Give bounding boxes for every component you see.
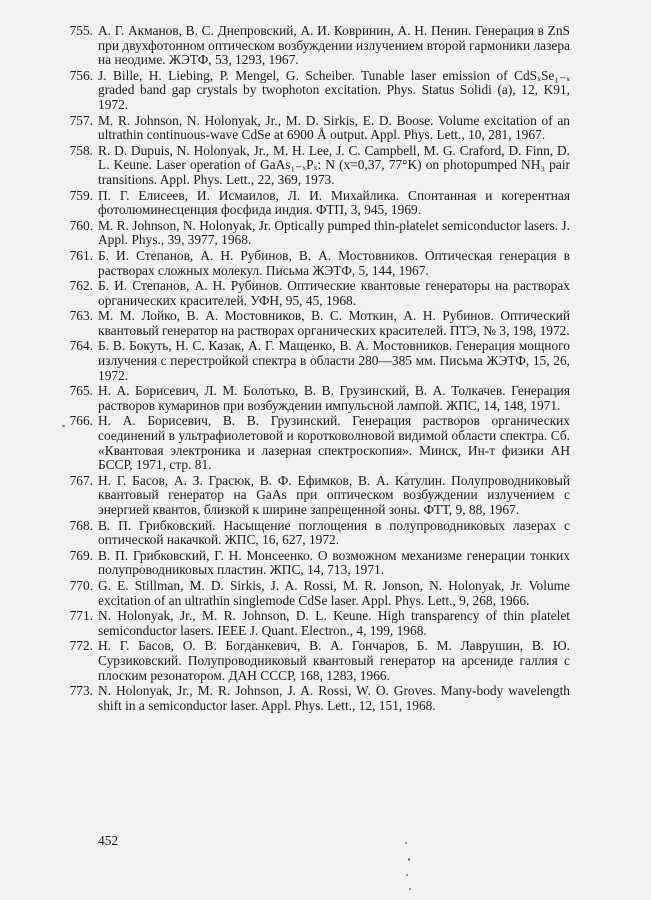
reference-number: 773. xyxy=(69,683,93,699)
reference-text: Б. В. Бокуть, Н. С. Казак, А. Г. Мащенко, В. А. Мостовников. Генерация мощного излучения с перестройкой спектра в области 280—385 мм. Письма ЖЭТФ, 15, 26, 1972. xyxy=(98,338,570,383)
reference-item xyxy=(69,608,570,638)
reference-item xyxy=(69,23,570,68)
reference-number: 758. xyxy=(69,142,93,158)
reference-list xyxy=(69,23,570,714)
reference-text: M. R. Johnson, N. Holonyak, Jr. Optically pumped thin-platelet semiconductor lasers. J. Appl. Phys., 39, 3977, 1968. xyxy=(98,217,570,248)
scan-speck xyxy=(409,888,411,890)
reference-text: M. R. Johnson, N. Holonyak, Jr., M. D. Sirkis, E. D. Boose. Volume excitation of an ultrathin continuous-wave CdSe at 6900 Å output. Appl. Phys. Lett., 10, 281, 1967. xyxy=(98,112,570,143)
reference-text: В. П. Грибковский, Г. Н. Монсеенко. О возможном механизме генерации тонких полупроводниковых пластин. ЖПС, 14, 713, 1971. xyxy=(98,547,570,578)
reference-item xyxy=(69,577,570,608)
reference-item xyxy=(69,217,570,248)
reference-number: 765. xyxy=(69,383,93,399)
reference-number: 772. xyxy=(69,638,93,654)
page-number: 452 xyxy=(98,833,119,848)
scan-speck xyxy=(405,842,407,844)
reference-number: 763. xyxy=(69,308,93,324)
reference-text: Б. И. Степанов, А. Н. Рубинов. Оптические квантовые генераторы на растворах органических красителей. УФН, 95, 45, 1968. xyxy=(98,278,570,308)
reference-item xyxy=(69,517,570,548)
reference-item xyxy=(69,187,570,218)
reference-item xyxy=(69,142,570,188)
reference-text: Н. А. Борисевич, В. В. Грузинский. Генерация растворов органических соединений в ультрафиолетовой и коротковолновой видимой области спектра. Сб. «Квантовая электроника и лазерная спектроскопия». Минск, Ин-т физики АН БССР, 1971, стр. 81. xyxy=(98,413,570,473)
scan-speck xyxy=(408,858,410,861)
reference-text: R. D. Dupuis, N. Holonyak, Jr., M. H. Lee, J. C. Campbell, M. G. Craford, D. Finn, D. L. Keune. Laser operation of GaAs₁₋ₓPₓ: N (x=0,37, 77°K) on photopumped NH₃ pair transitions. Appl. Phys. Lett., 22, 369, 1973. xyxy=(98,142,570,187)
reference-text: G. E. Stillman, M. D. Sirkis, J. A. Rossi, M. R. Jonson, N. Holonyak, Jr. Volume excitation of an ultrathin singlemode CdSe laser. Appl. Phys. Lett., 9, 268, 1966. xyxy=(98,577,570,608)
reference-item xyxy=(69,472,570,518)
reference-number: 769. xyxy=(69,547,93,563)
reference-item xyxy=(69,413,570,473)
reference-text: А. Г. Акманов, В. С. Днепровский, А. И. Ковринин, А. Н. Пенин. Генерация в ZnS при двухфотонном оптическом возбуждении излучением второй гармоники лазера на неодиме. ЖЭТФ, 53, 1293, 1967. xyxy=(98,23,570,68)
reference-text: В. П. Грибковский. Насыщение поглощения в полупроводниковых лазерах с оптической накачкой. ЖПС, 16, 627, 1972. xyxy=(98,517,570,548)
reference-number: 761. xyxy=(69,247,93,263)
reference-item xyxy=(69,383,570,413)
reference-text: Н. Г. Басов, О. В. Богданкевич, В. А. Гончаров, Б. М. Лаврушин, В. Ю. Сурзиковский. Полупроводниковый квантовый генератор на арсениде галлия с плоским резонатором. ДАН СССР, 168, 1283, 1966. xyxy=(98,638,570,683)
reference-item xyxy=(69,278,570,308)
reference-number: 764. xyxy=(69,338,93,354)
reference-text: П. Г. Елисеев, И. Исмаилов, Л. И. Михайлика. Спонтанная и когерентная фотолюминесценция фосфида индия. ФТП, 3, 945, 1969. xyxy=(98,187,570,218)
reference-item xyxy=(69,638,570,683)
scan-speck xyxy=(406,874,408,876)
reference-number: 766. xyxy=(69,413,93,429)
reference-item xyxy=(69,338,570,383)
reference-number: 771. xyxy=(69,608,93,624)
scan-speck xyxy=(62,425,65,427)
reference-item xyxy=(69,308,570,338)
reference-text: М. М. Лойко, В. А. Мостовников, В. С. Моткин, А. Н. Рубинов. Оптический квантовый генератор на растворах органических красителей. ПТЭ, № 3, 198, 1972. xyxy=(98,308,570,338)
reference-number: 757. xyxy=(69,112,93,128)
reference-text: N. Holonyak, Jr., M. R. Johnson, J. A. Rossi, W. O. Groves. Many-body wavelength shift in a semiconductor laser. Appl. Phys. Lett., 12, 151, 1968. xyxy=(98,683,570,713)
reference-text: Н. Г. Басов, А. З. Грасюк, В. Ф. Ефимков, В. А. Катулин. Полупроводниковый квантовый генератор на GaAs при оптическом возбуждении излучением с энергией квантов, близкой к ширине запрещенной зоны. ФТТ, 9, 88, 1967. xyxy=(98,472,570,517)
reference-text: J. Bille, H. Liebing, P. Mengel, G. Scheiber. Tunable laser emission of CdSₓSe₁₋ₓ graded band gap crystals by twophoton excitation. Phys. Status Solidi (a), 12, K91, 1972. xyxy=(98,67,570,112)
reference-number: 755. xyxy=(69,23,93,38)
reference-number: 759. xyxy=(69,187,93,203)
reference-item xyxy=(69,683,570,713)
reference-number: 768. xyxy=(69,517,93,533)
reference-number: 756. xyxy=(69,67,93,83)
reference-item xyxy=(69,247,570,278)
reference-text: Б. И. Степанов, А. Н. Рубинов, В. А. Мостовников. Оптическая генерация в растворах сложных молекул. Письма ЖЭТФ, 5, 144, 1967. xyxy=(98,247,570,278)
reference-number: 760. xyxy=(69,217,93,233)
reference-number: 767. xyxy=(69,472,93,488)
reference-item xyxy=(69,547,570,578)
reference-text: N. Holonyak, Jr., M. R. Johnson, D. L. Keune. High transparency of thin platelet semiconductor lasers. IEEE J. Quant. Electron., 4, 199, 1968. xyxy=(98,608,570,638)
reference-number: 770. xyxy=(69,577,93,593)
reference-text: Н. А. Борисевич, Л. М. Болотько, В. В. Грузинский, В. А. Толкачев. Генерация растворов кумаринов при возбуждении импульсной лампой. ЖПС, 14, 148, 1971. xyxy=(98,383,570,413)
reference-item xyxy=(69,112,570,143)
reference-item xyxy=(69,67,570,113)
reference-number: 762. xyxy=(69,278,93,294)
